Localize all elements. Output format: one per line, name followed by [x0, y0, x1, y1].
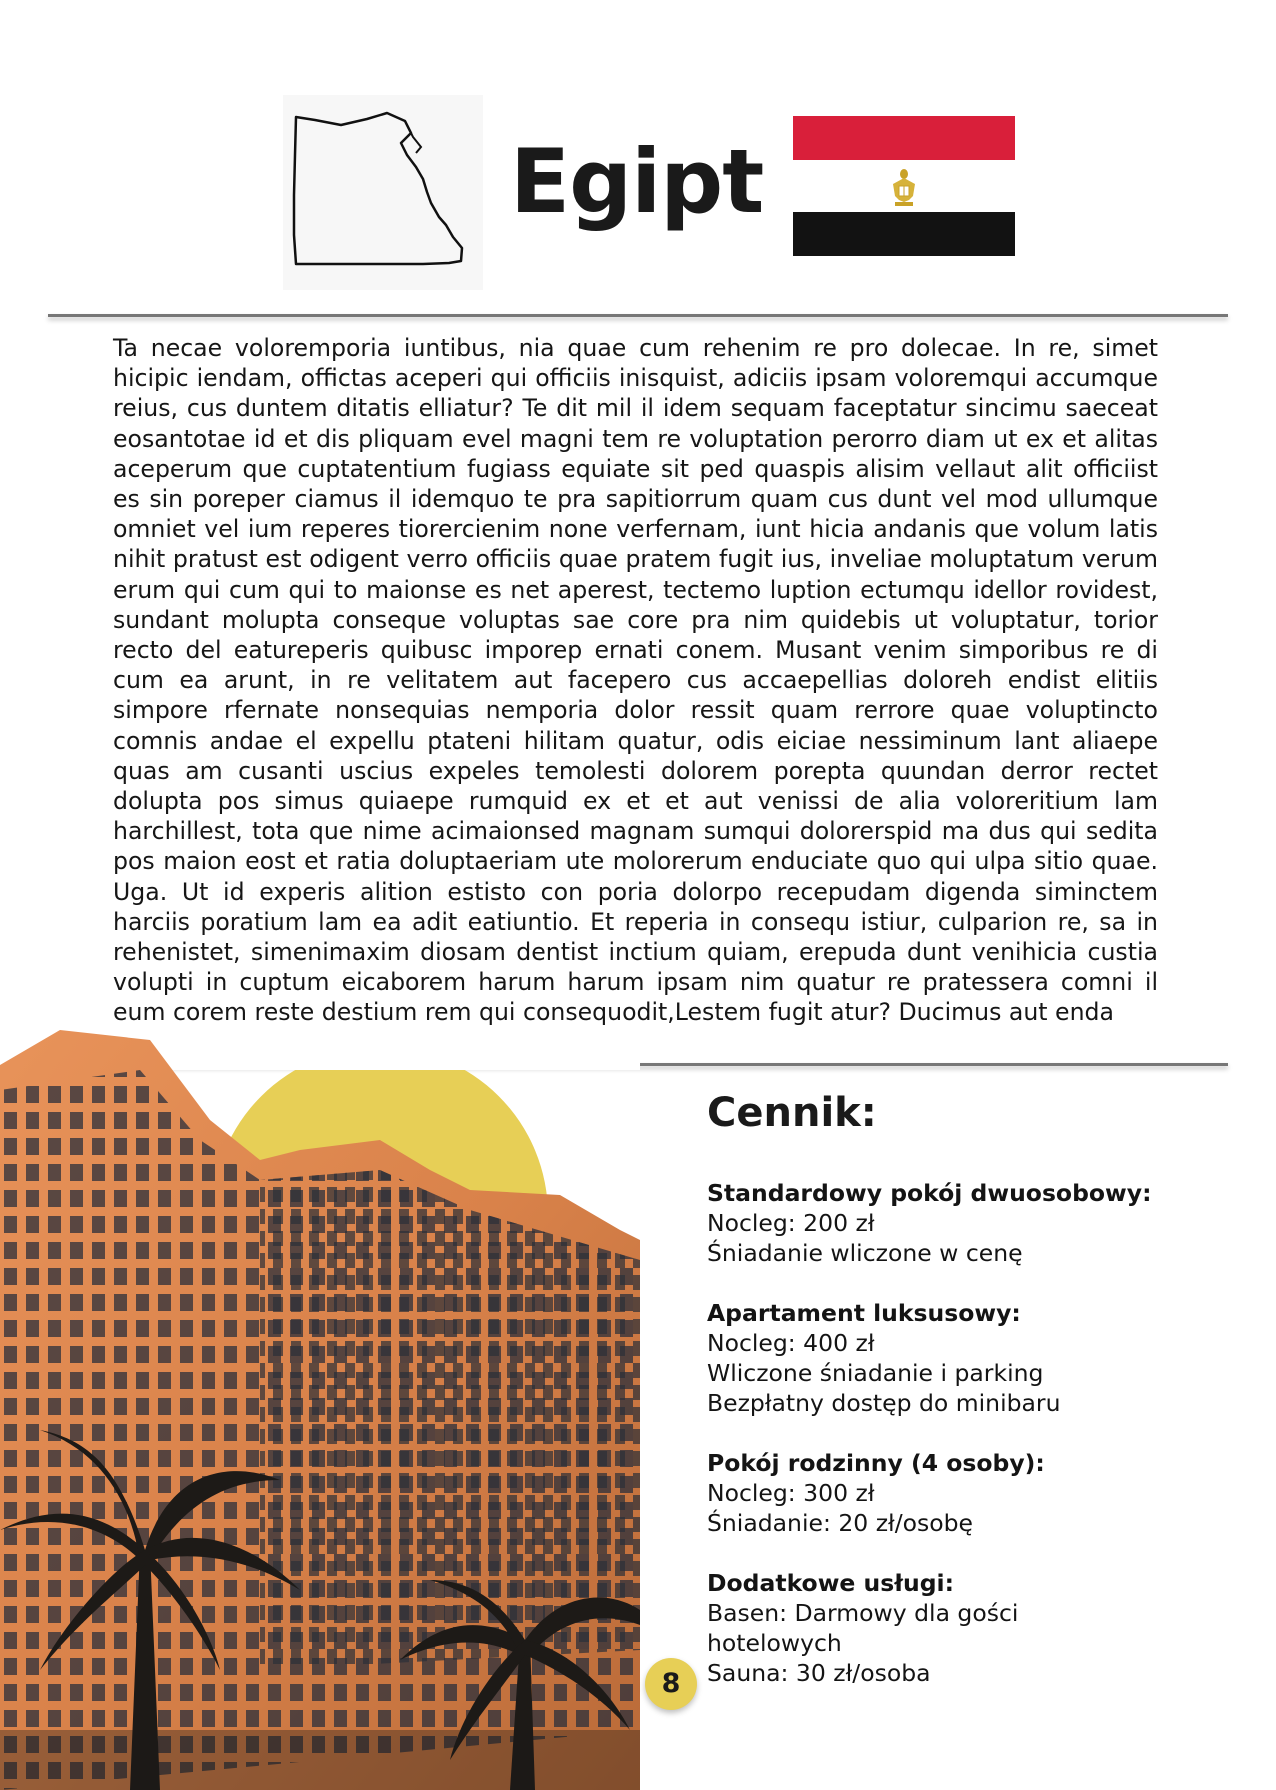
- page-title: Egipt: [510, 130, 764, 233]
- price-list: [707, 1090, 1227, 1718]
- price-line: Śniadanie: 20 zł/osobę: [707, 1509, 974, 1537]
- flag-red-stripe: [793, 116, 1015, 160]
- section-title: Pokój rodzinny (4 osoby):: [707, 1449, 1045, 1477]
- section-title: Dodatkowe usługi:: [707, 1569, 954, 1597]
- price-section-family: [707, 1448, 1227, 1538]
- price-line: Basen: Darmowy dla gości: [707, 1599, 1019, 1627]
- hotel-photo: [0, 1030, 640, 1790]
- section-title: Apartament luksusowy:: [707, 1299, 1021, 1327]
- price-section-luxury: [707, 1298, 1227, 1418]
- egypt-flag-icon: [793, 116, 1015, 256]
- price-line: Bezpłatny dostęp do minibaru: [707, 1389, 1061, 1417]
- page-number-badge: 8: [645, 1658, 697, 1710]
- eagle-emblem-icon: [889, 166, 919, 208]
- price-line: Nocleg: 400 zł: [707, 1329, 875, 1357]
- price-line: Nocleg: 200 zł: [707, 1209, 875, 1237]
- price-heading: Cennik:: [707, 1090, 877, 1136]
- egypt-map-icon: [283, 95, 483, 290]
- price-line: Nocleg: 300 zł: [707, 1479, 875, 1507]
- intro-paragraph: Ta necae voloremporia iuntibus, nia quae cum rehenim re pro dolecae. In re, simet hicipic iendam, offictas aceperi qui officiis inisquist, adiciis ipsam voloremqui accumque reius, cus duntem ditatis elliatur? Te dit mil il idem sequam faceptatur sincimu saeceat eosantotae id et dis pliquam evel magni tem re voluptation perorro diam ut ex et alitas aceperum que cuptatentium fugiass equiate sit ped quaspis alisim vellaut alit officiist es sin poreper ciamus il idemquo te pra sapitiorrum quam cus dunt vel mod ullumque omniet vel ium reperes tiorercienim none verfernam, iunt hicia andanis que volum latis nihit pratust est odigent verro officiis quae pratem fugit ius, inveliae moluptatum verum erum qui cum qui to maionse es net aperest, tectemo luption ectumqu idellor rovidest, sundant molupta conseque voluptas sae core pra nim quidebis ut voluptatur, torior recto del eatureperis quibusc imporep ernati conem. Musant venim simporibus re di cum ea arunt, in re velitatem aut facepero cus accaepellias doloreh endist elitiis simpore rfernate nonsequias nemporia dolor ressit quam rerrore quae voluptincto comnis andae el expellu ptateni hilitam quatur, odis eiciae nessiminum lant aliaepe quas am cusanti uscius expeles temolesti dolorem porepta quundan derror rectet dolupta pos simus quiaepe rumquid ex et et aut venissi de alia voloreritium lam harchillest, tota que nime acimaionsed magnam sumqui dolorerspid ma dus qui sedita pos maion eost et ratia doluptaeriam ute molorerum enduciate quo qui ulpa sitio quae. Uga. Ut id experis alition estisto con poria dolorpo recepudam digenda siminctem harciis poratium lam ea adit eatiuntio. Et reperia in consequ istiur, culparion re, sa in rehenistet, simenimaxim diosam dentist inctium quiam, erepuda dunt venihicia custia volupti in cuptum eicaborem harum harum ipsam nim quatur re pratessera comni il eum corem reste destium rem qui consequodit,Lestem fugit atur? Ducimus aut enda: [113, 334, 1158, 1027]
- top-divider: [48, 314, 1228, 317]
- price-line: hotelowych: [707, 1629, 842, 1657]
- price-line: Sauna: 30 zł/osoba: [707, 1659, 931, 1687]
- flag-black-stripe: [793, 212, 1015, 256]
- price-section-extras: [707, 1568, 1227, 1688]
- section-title: Standardowy pokój dwuosobowy:: [707, 1179, 1152, 1207]
- price-line: Śniadanie wliczone w cenę: [707, 1239, 1023, 1267]
- price-section-standard: [707, 1178, 1227, 1268]
- price-line: Wliczone śniadanie i parking: [707, 1359, 1044, 1387]
